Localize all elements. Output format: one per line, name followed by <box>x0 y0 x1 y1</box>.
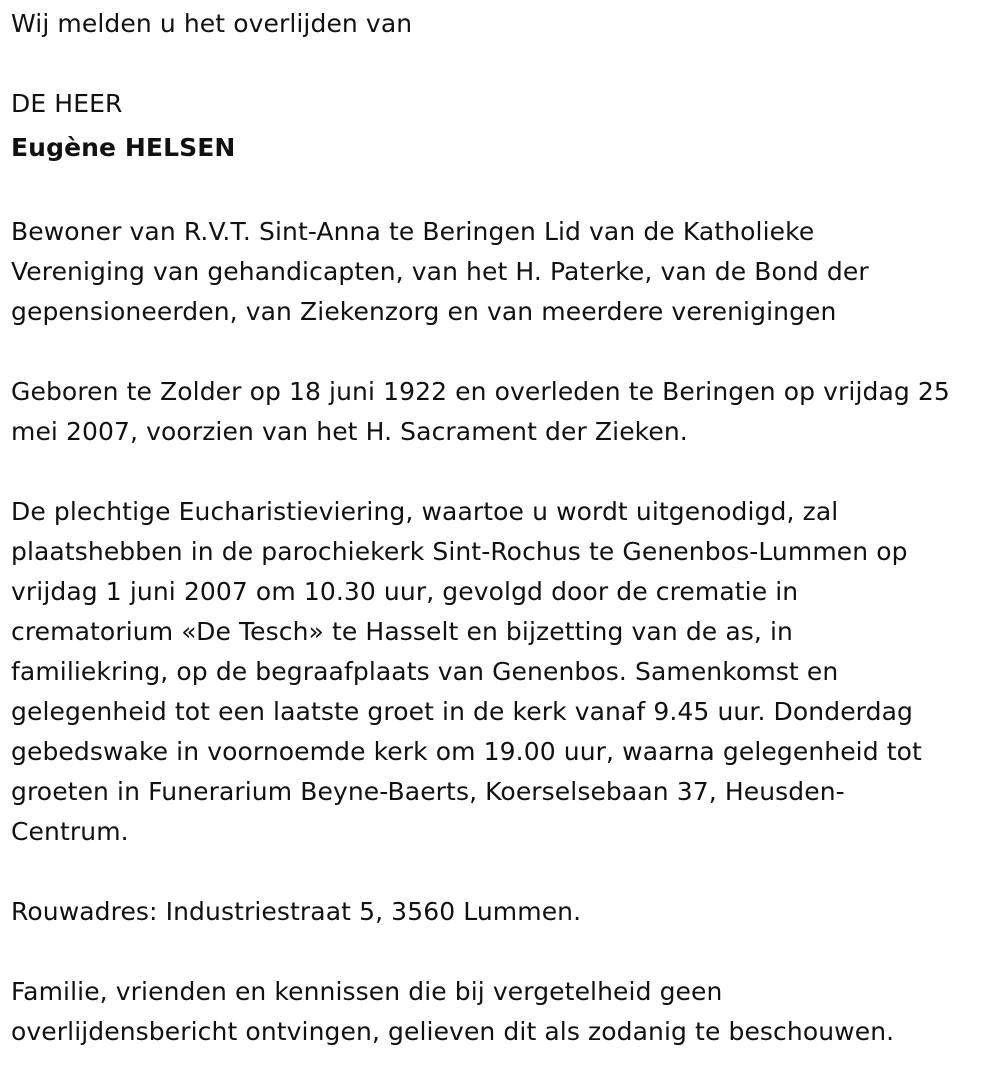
ceremony-line: gebedswake in voornoemde kerk om 19.00 uur, waarna gelegenheid tot <box>11 737 922 766</box>
membership-line: Vereniging van gehandicapten, van het H. Paterke, van de Bond der <box>11 257 869 286</box>
ceremony-line: crematorium «De Tesch» te Hasselt en bijzetting van de as, in <box>11 617 793 646</box>
birth-death-line: Geboren te Zolder op 18 juni 1922 en overleden te Beringen op vrijdag 25 <box>11 377 950 406</box>
ceremony-line: groeten in Funerarium Beyne-Baerts, Koerselsebaan 37, Heusden- <box>11 777 845 806</box>
spacer <box>11 172 991 212</box>
ceremony-paragraph <box>11 492 991 852</box>
spacer <box>11 932 991 972</box>
spacer <box>11 452 991 492</box>
mourning-address: Rouwadres: Industriestraat 5, 3560 Lummen. <box>11 897 582 926</box>
intro-text: Wij melden u het overlijden van <box>11 9 413 38</box>
ceremony-line: familiekring, op de begraafplaats van Genenbos. Samenkomst en <box>11 657 839 686</box>
spacer <box>11 332 991 372</box>
membership-paragraph <box>11 212 991 332</box>
ceremony-line: Centrum. <box>11 817 129 846</box>
ceremony-line: De plechtige Eucharistieviering, waartoe u wordt uitgenodigd, zal <box>11 497 839 526</box>
honorific-title: DE HEER <box>11 89 123 118</box>
ceremony-line: gelegenheid tot een laatste groet in de kerk vanaf 9.45 uur. Donderdag <box>11 697 913 726</box>
ceremony-line: vrijdag 1 juni 2007 om 10.30 uur, gevolgd door de crematie in <box>11 577 799 606</box>
obituary-notice <box>11 4 991 1052</box>
deceased-name: Eugène HELSEN <box>11 133 236 162</box>
closing-paragraph <box>11 972 991 1052</box>
closing-line: Familie, vrienden en kennissen die bij vergetelheid geen <box>11 977 723 1006</box>
ceremony-line: plaatshebben in de parochiekerk Sint-Rochus te Genenbos-Lummen op <box>11 537 908 566</box>
birth-death-paragraph <box>11 372 991 452</box>
closing-line: overlijdensbericht ontvingen, gelieven dit als zodanig te beschouwen. <box>11 1017 895 1046</box>
spacer <box>11 852 991 892</box>
birth-death-line: mei 2007, voorzien van het H. Sacrament der Zieken. <box>11 417 688 446</box>
membership-line: Bewoner van R.V.T. Sint-Anna te Beringen Lid van de Katholieke <box>11 217 815 246</box>
membership-line: gepensioneerden, van Ziekenzorg en van meerdere verenigingen <box>11 297 837 326</box>
